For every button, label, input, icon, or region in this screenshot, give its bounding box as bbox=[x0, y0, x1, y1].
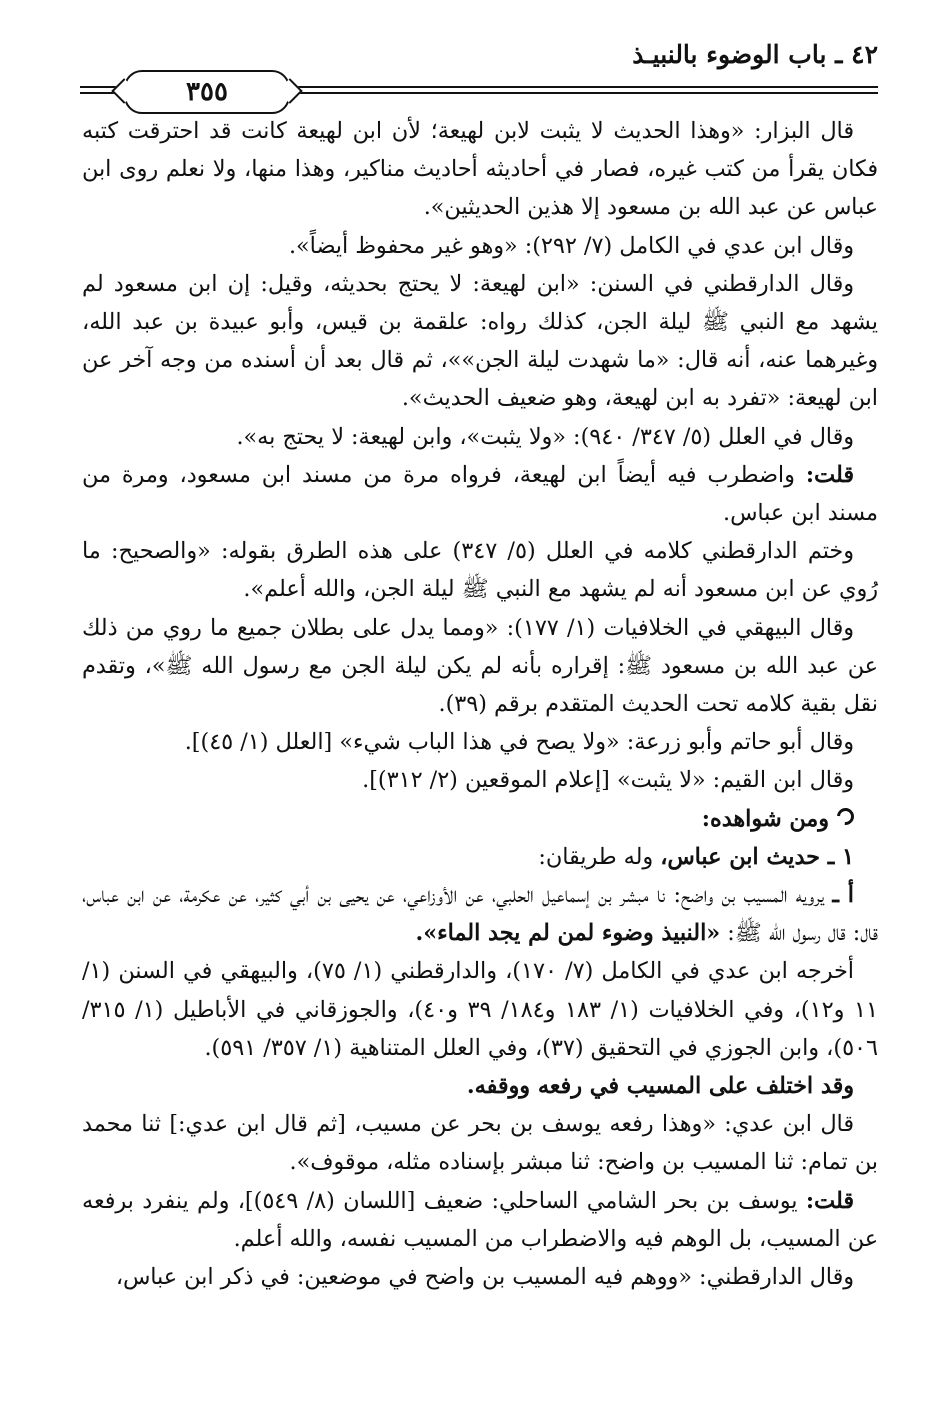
paragraph-text: يرويه المسيب بن واضح: نا مبشر بن إسماعيل الحلبي، عن الأوزاعي، عن يحيى بن أبي كثير، عن عكرمة، عن ابن عباس، قال: قال رسول الله ﷺ: bbox=[82, 882, 878, 947]
paragraph: وقال الدارقطني: «ووهم فيه المسيب بن واضح في موضعين: في ذكر ابن عباس، bbox=[115, 1264, 854, 1291]
paragraph: وقال ابن القيم: «لا يثبت» [إعلام الموقعين (٢/ ٣١٢)]. bbox=[362, 767, 854, 794]
chapter-title: ٤٢ ـ باب الوضوء بالنبيـذ bbox=[632, 40, 878, 69]
paragraph-text: وله طريقان: bbox=[538, 843, 661, 870]
section-heading bbox=[82, 800, 878, 838]
header-rule bbox=[290, 92, 878, 94]
paragraph: وختم الدارقطني كلامه في العلل (٥/ ٣٤٧) على هذه الطرق بقوله: «والصحيح: ما رُوي عن ابن مسعود أنه لم يشهد مع النبي ﷺ ليلة الجن، والله أعلم». bbox=[82, 538, 878, 603]
paragraph bbox=[82, 876, 878, 952]
paragraph: قال ابن عدي: «وهذا رفعه يوسف بن بحر عن مسيب، [ثم قال ابن عدي:] ثنا محمد بن تمام: ثنا المسيب بن واضح: ثنا مبشر بإسناده مثله، موقوف». bbox=[82, 1111, 878, 1176]
paragraph: وقال في العلل (٥/ ٣٤٧/ ٩٤٠): «ولا يثبت»، وابن لهيعة: لا يحتج به». bbox=[236, 423, 854, 450]
note-label: قلت: bbox=[805, 461, 854, 488]
paragraph: وقال البيهقي في الخلافيات (١/ ١٧٧): «ومما يدل على بطلان جميع ما روي من ذلك عن عبد الله بن مسعود ﷺ: إقراره بأنه لم يكن ليلة الجن مع رسول الله ﷺ»، وتقدم نقل بقية كلامه تحت الحديث المتقدم برقم (٣٩). bbox=[82, 614, 878, 718]
subheading-label: أ ـ bbox=[832, 882, 854, 909]
paragraph: أخرجه ابن عدي في الكامل (٧/ ١٧٠)، والدارقطني (١/ ٧٥)، والبيهقي في السنن (١/ ١١ و١٢)، وفي الخلافيات (١/ ١٨٣ و١٨٤/ ٣٩ و٤٠)، والجوزقاني في الأباطيل (١/ ٣١٥/ ٥٠٦)، وابن الجوزي في التحقيق (٣٧)، وفي العلل المتناهية (١/ ٣٥٧/ ٥٩١). bbox=[82, 958, 878, 1061]
paragraph: وقال أبو حاتم وأبو زرعة: «ولا يصح في هذا الباب شيء» [العلل (١/ ٤٥)]. bbox=[184, 729, 854, 756]
bullet-icon bbox=[834, 804, 858, 828]
paragraph bbox=[82, 456, 878, 532]
paragraph: وقال الدارقطني في السنن: «ابن لهيعة: لا يحتج بحديثه، وقيل: إن ابن مسعود لم يشهد مع النبي ﷺ ليلة الجن، كذلك رواه: علقمة بن قيس، وأبو عبيدة بن عبد الله، وغيرهما عنه، أنه قال: «ما شهدت ليلة الجن»»، ثم قال بعد أن أسنده من وجه آخر عن ابن لهيعة: «تفرد به ابن لهيعة، وهو ضعيف الحديث». bbox=[82, 270, 878, 412]
header-rule bbox=[290, 86, 878, 88]
paragraph-bold: وقد اختلف على المسيب في رفعه ووقفه. bbox=[466, 1073, 854, 1100]
subheading-label: ١ ـ حديث ابن عباس، bbox=[660, 843, 854, 870]
paragraph: قال البزار: «وهذا الحديث لا يثبت لابن لهيعة؛ لأن ابن لهيعة كانت قد احترقت كتبه فكان يقرأ من كتب غيره، فصار في أحاديثه أحاديث مناكير، وهذا منها، ولا نعلم روى ابن عباس عن عبد الله بن مسعود إلا هذين الحديثين». bbox=[82, 118, 878, 221]
paragraph bbox=[82, 838, 878, 876]
page-header bbox=[80, 40, 878, 110]
paragraph-text: واضطرب فيه أيضاً ابن لهيعة، فرواه مرة من مسند ابن مسعود، ومرة من مسند ابن عباس. bbox=[82, 461, 878, 527]
paragraph-text: يوسف بن بحر الشامي الساحلي: ضعيف [اللسان (٨/ ٥٤٩)]، ولم ينفرد برفعه عن المسيب، بل الوهم فيه والاضطراب من المسيب نفسه، والله أعلم. bbox=[82, 1187, 878, 1252]
hadith-quote: «النبيذ وضوء لمن لم يجد الماء». bbox=[415, 920, 721, 947]
paragraph: وقال ابن عدي في الكامل (٧/ ٢٩٢): «وهو غير محفوظ أيضاً». bbox=[288, 232, 854, 259]
page-body bbox=[82, 112, 878, 1296]
paragraph bbox=[82, 1182, 878, 1258]
section-heading-text: ومن شواهده: bbox=[701, 805, 829, 832]
page-number: ٣٥٥ bbox=[186, 77, 228, 107]
note-label: قلت: bbox=[805, 1187, 854, 1214]
page-number-badge bbox=[124, 70, 290, 114]
